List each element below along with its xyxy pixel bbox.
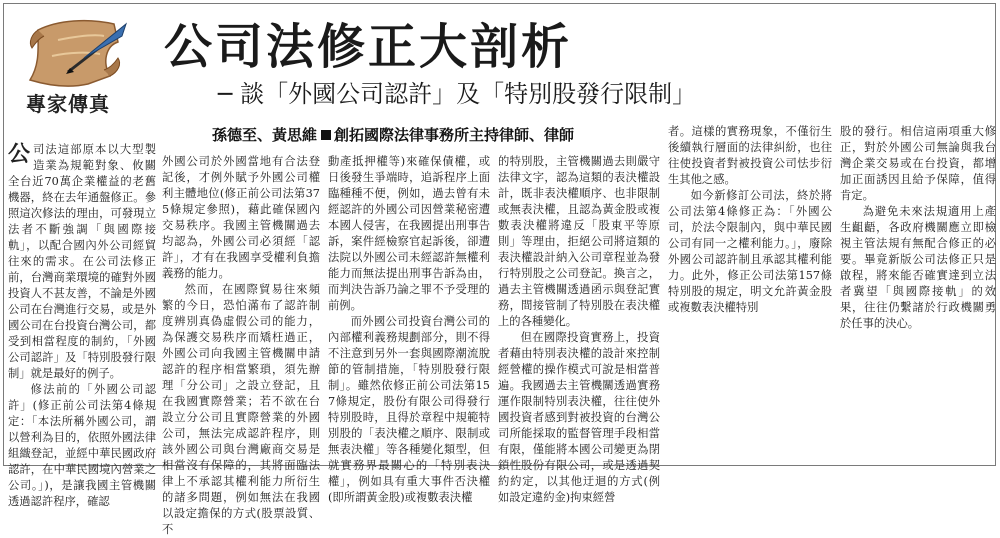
paragraph: 外國公司於外國當地有合法登記後，才例外賦予外國公司權利主體地位(修正前公司法第375條規定參照)，藉此確保國內交易秩序。我國主管機關過去均認為，外國公司必須經「認許」，才有在我國享受權利負擔義務的能力。 (162, 155, 320, 280)
article-column-1 (8, 142, 156, 508)
paragraph: 如今新修訂公司法，終於將公司法第4條修正為：「外國公司，於法令限制內，與中華民國公司有同一之權利能力。」，廢除外國公司認許制且承認其權利能力。此外，修正公司法第157條特別股的規定，明文允許黃金股或複數表決權特別 (668, 189, 832, 314)
column-badge: 專家傳真 (26, 92, 110, 116)
author-names: 孫德至、黃思維 (212, 126, 318, 144)
drop-cap: 公 (8, 142, 31, 167)
paragraph: 動產抵押權等)來確保債權，或日後發生爭端時，追訴程序上面臨種種不便，例如，過去曾有未經認許的外國公司因營業秘密遭本國人侵害，在我國提出刑事告訴，案件經檢察官起訴後，卻遭法院以外國公司未經認許無權利能力而無法提出刑事告訴為由，而判決告訴乃論之罪不予受理的前例。 (328, 155, 490, 312)
paragraph: 為避免未來法規適用上產生齟齬，各政府機關應立即檢視主管法規有無配合修正的必要。畢竟新版公司法修正只是啟程，將來能否確實達到立法者冀望「與國際接軌」的效果，往往仍繫諸於行政機關勇於任事的決心。 (840, 205, 996, 330)
paragraph: 然而，在國際貿易往來頻繁的今日，恐怕滿布了認許制度辨別真偽虛假公司的能力，為保護交易秩序而矯枉過正，外國公司向我國主管機關申請認許的程序相當繁瑣，須先辦理「分公司」之設立登記，且在我國實際營業；若不欲在台設立分公司且實際營業的外國公司，無法完成認許程序，則該外國公司與台灣廠商交易是相當沒有保障的，其將面臨法律上不承認其權利能力所衍生的諸多問題，例如無法在我國以設定擔保的方式(股票設質、不 (162, 283, 320, 536)
article-column-3 (328, 154, 490, 504)
paragraph: 司法這部原本以大型製造業為規範對象、攸關全台近70萬企業權益的老舊機器，終在去年通盤修正。參照這次修法的理由，可發現立法者不斷強調「與國際接軌」，以配合國內外公司經貿往來的需求。在公司法修正前，台灣商業環境的確對外國投資人不甚友善，不論是外國公司在台灣進行交易，或是外國公司在台投資台灣公司，都受到相當程度的制約，「外國公司認許」及「特別股發行限制」就是最好的例子。 (8, 143, 156, 380)
article-column-5 (668, 124, 832, 324)
article-column-2 (162, 154, 320, 536)
paragraph: 者。這樣的實務現象，不僅衍生後續執行層面的法律糾紛，也往往使投資者對被投資公司怯步衍生其他之感。 (668, 125, 832, 186)
paragraph: 而外國公司投資台灣公司的內部權利義務規劃部分，則不得不注意到另外一套與國際潮流脫節的管制措施，「特別股發行限制」。雖然依修正前公司法第157條規定，股份有限公司得發行特別股時，且得於章程中規範特別股的「表決權之順序、限制或無表決權」等各種變化類型，但就實務界最關心的「特別表決權」，例如具有重大事件否決權(即所謂黃金股)或複數表決權 (328, 315, 490, 504)
byline (212, 124, 574, 145)
paragraph: 股的發行。相信這兩項重大修正，對於外國公司無論與我台灣企業交易或在台投資，都增加正面誘因且給予保障，值得肯定。 (840, 125, 996, 202)
headline: 公司法修正大剖析 (164, 19, 573, 75)
article-frame (3, 3, 996, 536)
subtitle: ─ 談「外國公司認許」及「特別股發行限制」 (218, 80, 697, 108)
article-column-4 (498, 154, 660, 504)
paragraph: 修法前的「外國公司認許」(修正前公司法第4條規定：「本法所稱外國公司，謂以營利為目的，依照外國法律組織登記，並經中華民國政府認許，在中華民國境內營業之公司。」)，是讓我國主管機關透過認許程序，確認 (8, 383, 156, 508)
paragraph: 的特別股，主管機關過去則嚴守法律文字，認為這類的表決權設計，既非表決權順序、也非限制或無表決權，且認為黃金股或複數表決權將違反「股東平等原則」等理由，拒絕公司將這類的表決權設計納入公司章程並為發行特別股之公司登記。換言之，過去主管機關透過函示與登記實務，間接管制了特別股在表決權上的各種變化。 (498, 155, 660, 328)
scroll-quill-icon (18, 12, 130, 97)
paragraph: 但在國際投資實務上，投資者藉由特別表決權的設計來控制經營權的操作模式可說是相當普遍。我國過去主管機關透過實務運作限制特別表決權，往往使外國投資者感到對被投資的台灣公司所能採取的監督管理手段相當有限，僅能將本國公司變更為閉鎖性股份有限公司，或是透過契約約定，以其他迂迴的方式(例如設定違約金)拘束經營 (498, 331, 660, 504)
article-column-6 (840, 124, 996, 330)
author-affiliation: 創拓國際法律事務所主持律師、律師 (334, 126, 575, 144)
separator-square-icon (321, 130, 331, 140)
